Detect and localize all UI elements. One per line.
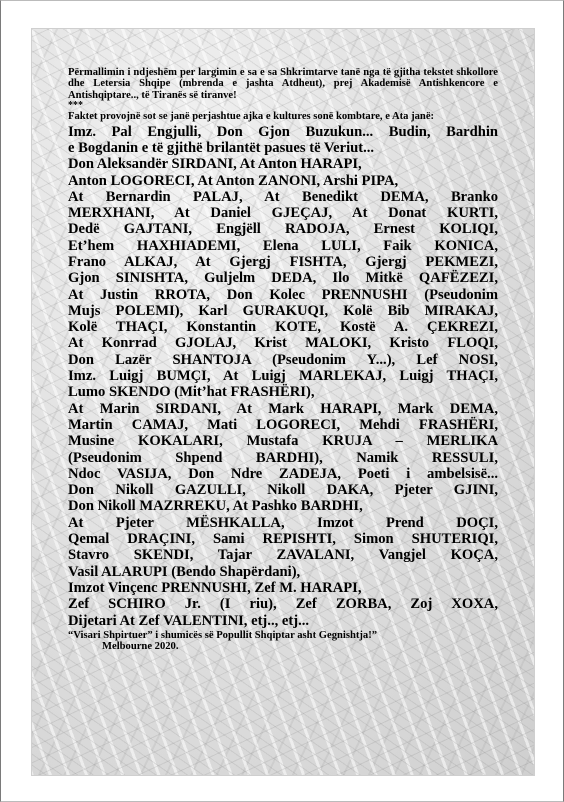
authors-line: Don Nikoll MAZRREKU, At Pashko BARDHI, xyxy=(68,498,363,515)
authors-line: Stavro SKENDI, Tajar ZAVALANI, Vangjel KOÇA, xyxy=(68,547,498,564)
authors-line: Vasil ALARUPI (Bendo Shapërdani), xyxy=(68,563,301,580)
authors-line: Don Nikoll GAZULLI, Nikoll DAKA, Pjeter GJINI, xyxy=(68,482,498,499)
authors-line: Kolë THAÇI, Konstantin KOTE, Kostë A. ÇEKREZI, xyxy=(68,319,498,336)
authors-line: Don Lazër SHANTOJA (Pseudonim Y...), Lef NOSI, xyxy=(68,351,498,368)
document-body xyxy=(68,67,498,653)
authors-line: MERXHANI, At Daniel GJEÇAJ, At Donat KURTI, xyxy=(68,205,498,222)
authors-line: At Justin RROTA, Don Kolec PRENNUSHI (Pseudonim xyxy=(68,286,498,303)
authors-line: At Konrrad GJOLAJ, Krist MALOKI, Kristo FLOQI, xyxy=(68,335,498,352)
authors-line: Ndoc VASIJA, Don Ndre ZADEJA, Poeti i ambelsisë... xyxy=(68,465,498,482)
authors-line: Imzot Vinçenc PRENNUSHI, Zef M. HARAPI, xyxy=(68,579,362,596)
closing-quote: “Visari Shpirtuer” i shumicës së Popullit Shqiptar asht Gegnishtja!” xyxy=(68,629,378,641)
intro-paragraph: Përmallimin i ndjeshëm per largimin e sa e sa Shkrimtarve tanë nga të gjitha tekstet shkollore dhe Letersia Shqipe (mbrenda e jashta Atdheut), prej Akademisë Antishkencore e Antishqiptare.., të Tiranës së tiranve! xyxy=(68,67,498,101)
authors-line: Qemal DRAÇINI, Sami REPISHTI, Simon SHUTERIQI, xyxy=(68,531,498,548)
facts-paragraph: Faktet provojnë sot se janë perjashtue ajka e kultures sonë kombtare, e Ata janë: xyxy=(68,111,435,123)
authors-line: Et’hem HAXHIADEMI, Elena LULI, Faik KONICA, xyxy=(68,237,498,254)
authors-list xyxy=(68,124,498,629)
authors-line: Lumo SKENDO (Mit’hat FRASHËRI), xyxy=(68,384,315,401)
authors-line: Gjon SINISHTA, Guljelm DEDA, Ilo Mitkë QAFËZEZI, xyxy=(68,270,498,287)
place-date: Melbourne 2020. xyxy=(102,641,179,653)
authors-line: Martin CAMAJ, Mati LOGORECI, Mehdi FRASHËRI, xyxy=(68,416,498,433)
authors-line: Zef SCHIRO Jr. (I riu), Zef ZORBA, Zoj XOXA, xyxy=(68,596,498,613)
authors-line: Imz. Luigj BUMÇI, At Luigj MARLEKAJ, Luigj THAÇI, xyxy=(68,368,498,385)
authors-line: (Pseudonim Shpend BARDHI), Namik RESSULI, xyxy=(68,449,498,466)
authors-line: Dijetari At Zef VALENTINI, etj.., etj... xyxy=(68,612,310,629)
authors-line: Imz. Pal Engjulli, Don Gjon Buzukun... Budin, Bardhin xyxy=(68,123,498,140)
authors-line: At Bernardin PALAJ, At Benedikt DEMA, Branko xyxy=(68,188,498,205)
authors-line: Dedë GAJTANI, Engjëll RADOJA, Ernest KOLIQI, xyxy=(68,221,498,238)
authors-line: Musine KOKALARI, Mustafa KRUJA – MERLIKA xyxy=(68,433,498,450)
separator-stars: *** xyxy=(68,100,83,112)
authors-line: e Bogdanin e të gjithë brilantët pasues të Veriut... xyxy=(68,139,375,156)
authors-line: Anton LOGORECI, At Anton ZANONI, Arshi PIPA, xyxy=(68,172,399,189)
authors-line: At Pjeter MËSHKALLA, Imzot Prend DOÇI, xyxy=(68,514,498,531)
authors-line: Don Aleksandër SIRDANI, At Anton HARAPI, xyxy=(68,156,362,173)
authors-line: Frano ALKAJ, At Gjergj FISHTA, Gjergj PEKMEZI, xyxy=(68,254,498,270)
authors-line: At Marin SIRDANI, At Mark HARAPI, Mark DEMA, xyxy=(68,400,498,417)
authors-line: Mujs POLEMI), Karl GURAKUQI, Kolë Bib MIRAKAJ, xyxy=(68,302,498,319)
